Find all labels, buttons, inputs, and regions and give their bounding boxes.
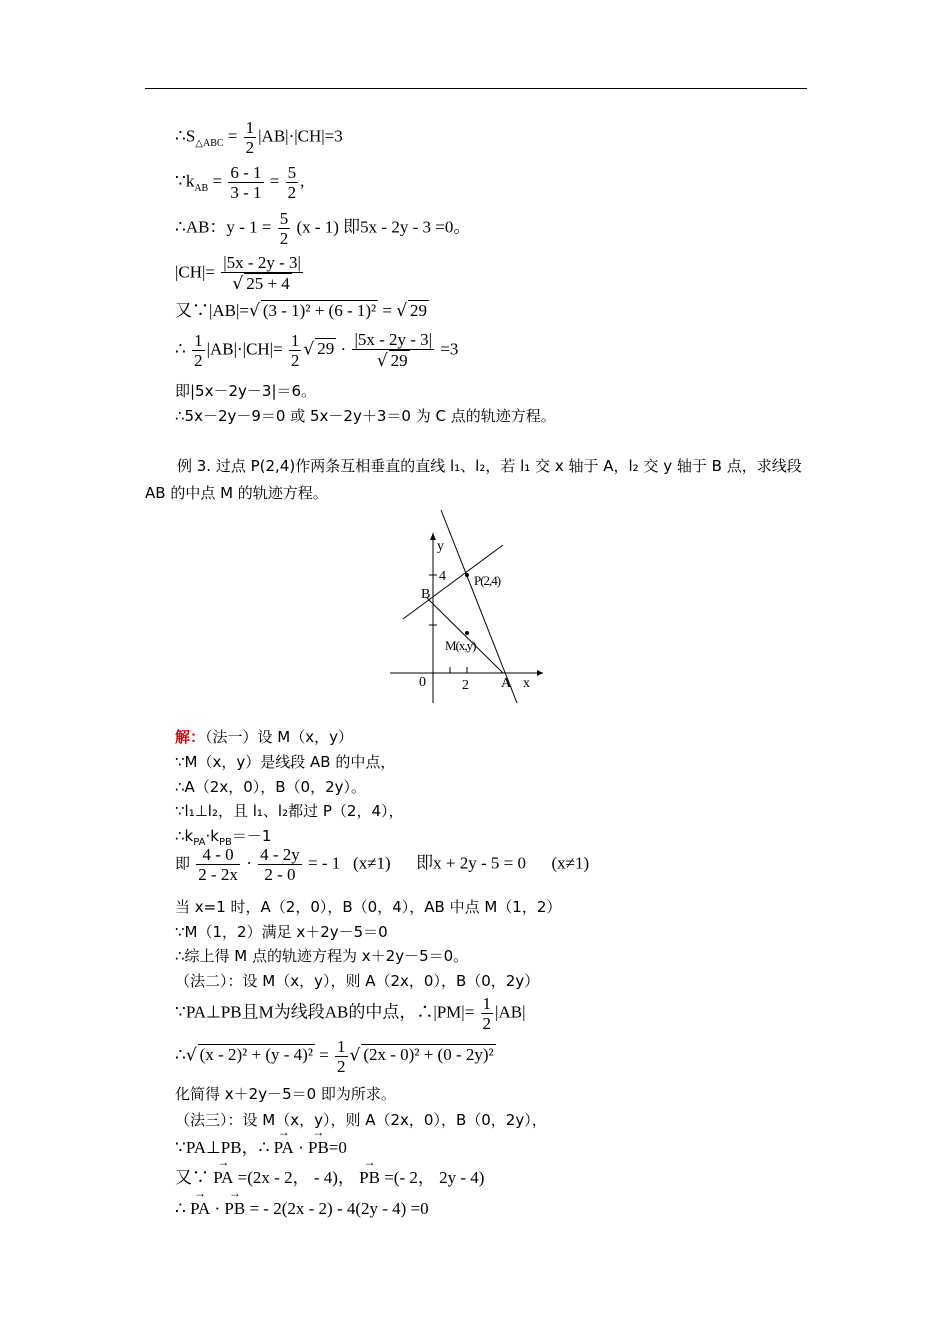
eq-ab-length: 又∵|AB|=√ (3 - 1)² + (6 - 1)² = √ 29 — [175, 301, 428, 321]
y-axis-label: y — [437, 539, 444, 554]
abs-equation: 即|5x－2y－3|＝6。 — [175, 382, 317, 400]
fraction-half: $\frac{1}{2}$ — [337, 1037, 346, 1076]
fraction-five-halves: $\frac{5}{2}$ — [279, 209, 289, 248]
perp-statement: ∵PA⊥PB，∴ — [175, 1138, 270, 1157]
area-rest: |AB|·|CH|=3 — [258, 126, 343, 146]
slope-equation — [175, 845, 589, 884]
fraction-slope: $\frac{6 - 1}{3 - 1}$ — [230, 163, 262, 202]
point-a-label: A — [501, 676, 512, 691]
fraction-pa: $\frac{4 - 0}{2 - 2x}$ — [198, 845, 238, 884]
ch-label: |CH|= — [175, 262, 216, 282]
also-because: 又∵ — [175, 1168, 209, 1187]
method-1-conclusion: ∴综上得 M 点的轨迹方程为 x＋2y－5＝0。 — [175, 947, 469, 965]
dot: · — [298, 1138, 304, 1157]
pa-components: =(2x - 2， - 4)， — [237, 1168, 355, 1187]
vector-pb: → PB — [224, 1199, 245, 1219]
pm-statement: ∵PA⊥PB且M为线段AB的中点，∴|PM|= — [175, 1002, 475, 1022]
line-ab-start: ∴AB：y - 1 = — [175, 217, 272, 237]
equals-zero: =0 — [328, 1138, 347, 1157]
conclusion-c-locus: ∴5x－2y－9＝0 或 5x－2y＋3＝0 为 C 点的轨迹方程。 — [175, 407, 556, 425]
ab-ch-product: |AB|·|CH|= — [206, 339, 283, 359]
segment-ab — [427, 598, 503, 673]
therefore: ∴ — [175, 1045, 186, 1065]
fraction-distance: $\frac{|5x - 2y - 3|}{√ 25 + 4}$ — [223, 253, 301, 294]
line-l1 — [441, 510, 517, 703]
y-axis-arrow — [430, 533, 436, 540]
check-m: ∵M（1，2）满足 x＋2y－5＝0 — [175, 923, 388, 941]
area-subscript: △ABC — [195, 137, 224, 149]
comma: , — [300, 171, 305, 191]
point-m-dot — [465, 631, 469, 635]
slope-product: $\therefore k_{PA}\cdot k_{PB}=-1$ — [175, 827, 272, 848]
method-2-conclusion: 化简得 x＋2y－5＝0 即为所求。 — [175, 1085, 396, 1103]
namely: 即 — [175, 854, 191, 873]
vector-pb: → PB — [359, 1168, 380, 1188]
fraction-half: $\frac{1}{2}$ — [482, 994, 492, 1033]
therefore-area: ∴S — [175, 126, 196, 146]
dot: · — [214, 1199, 221, 1218]
point-b-label: B — [421, 587, 431, 602]
sqrt-pm: (x - 2)² + (y - 4)² — [199, 1045, 313, 1065]
origin-label: 0 — [419, 675, 426, 690]
vector-components — [175, 1168, 484, 1188]
equals: = — [227, 126, 238, 146]
line-ab-end: (x - 1) 即5x - 2y - 3 =0。 — [296, 217, 471, 237]
method-1-setup: （法一）设 M（x，y） — [205, 728, 353, 746]
fraction-five-halves: $\frac{5}{2}$ — [287, 163, 297, 202]
dot: · — [246, 853, 252, 873]
equals: = — [319, 1045, 329, 1065]
eq-line-ab — [175, 209, 470, 248]
dot-expansion: = - 2(2x - 2) - 4(2y - 4) =0 — [249, 1199, 429, 1218]
eq-slope-line — [175, 163, 304, 202]
vector-dot-expansion — [175, 1199, 429, 1219]
vector-pa: → PA — [190, 1199, 210, 1219]
method-2-pm-ab — [175, 994, 525, 1033]
point-p-dot — [465, 573, 469, 577]
perpendicular-statement: ∵l₁⊥l₂，且 l₁、l₂都过 P（2，4）， — [175, 802, 404, 820]
equals: = — [382, 301, 392, 320]
equals: = — [212, 171, 223, 191]
fraction-half: $\frac{1}{2}$ — [245, 118, 255, 157]
dot: · — [340, 339, 347, 359]
fraction-pb: $\frac{4 - 2y}{2 - 0}$ — [260, 845, 300, 884]
eq-area-product: ∴ $\frac{1}{2}$ |AB|·|CH|= $\frac{1}{2}$ √ 29 · $\frac{|5x - 2y - 3|}{√ 29}$ =3 — [175, 330, 459, 371]
point-m-label: M(x,y) — [445, 638, 476, 653]
slope-subscript: AB — [194, 182, 209, 194]
example-3-problem: 例 3. 过点 P(2,4)作两条互相垂直的直线 l₁、l₂，若 l₁ 交 x 轴于 A，l₂ 交 y 轴于 B 点，求线段 AB 的中点 M 的轨迹方程。 — [145, 457, 802, 502]
slope-result: = - 1 (x≠1) 即x + 2y - 5 = 0 (x≠1) — [308, 853, 590, 873]
pb-components: =(- 2， 2y - 4) — [384, 1168, 485, 1187]
vector-pb: → PB — [308, 1138, 329, 1158]
because-k: ∵k — [175, 171, 195, 191]
sqrt-ab: (2x - 0)² + (0 - 2y)² — [363, 1045, 494, 1065]
fraction-half: $\frac{1}{2}$ — [290, 331, 300, 370]
method-2-header: （法二）：设 M（x，y），则 A（2x，0），B（0，2y） — [175, 972, 540, 990]
points-a-b: ∴A（2x，0），B（0，2y）。 — [175, 778, 367, 796]
midpoint-statement: ∵M（x，y）是线段 AB 的中点， — [175, 753, 396, 771]
therefore: ∴ — [175, 1199, 186, 1218]
solution-method-1-header — [175, 727, 353, 747]
case-x-equals-1: 当 x=1 时，A（2，0），B（0，4），AB 中点 M（1，2） — [175, 898, 562, 916]
equals: = — [269, 171, 280, 191]
method-3-header: （法三）：设 M（x，y），则 A（2x，0），B（0，2y）， — [175, 1111, 547, 1129]
sqrt-ab: (3 - 1)² + (6 - 1)² — [262, 301, 377, 320]
eq-area-line — [175, 118, 343, 157]
sqrt-29: 29 — [410, 301, 428, 320]
tick-4-label: 4 — [439, 569, 446, 584]
eq-ch-distance — [175, 253, 305, 294]
fraction-half: $\frac{1}{2}$ — [194, 331, 203, 370]
point-p-label: P(2,4) — [474, 573, 501, 588]
vector-pa: → PA — [274, 1138, 294, 1158]
ab-abs: |AB| — [495, 1002, 526, 1022]
equals-three: =3 — [440, 339, 459, 359]
vector-pa: → PA — [213, 1168, 233, 1188]
fraction-distance: $\frac{|5x - 2y - 3|}{√ 29}$ — [354, 330, 433, 371]
x-axis-label: x — [523, 676, 530, 691]
header-rule — [145, 88, 807, 89]
tick-2-label: 2 — [462, 678, 469, 693]
ab-length-label: 又∵|AB|= — [175, 301, 250, 320]
solution-label: 解： — [175, 728, 206, 746]
sqrt-29: 29 — [317, 339, 335, 359]
coordinate-figure — [385, 508, 545, 708]
x-axis-arrow — [537, 670, 543, 676]
therefore: ∴ — [175, 339, 186, 359]
vector-dot-zero — [175, 1138, 347, 1158]
method-2-distance-eq: ∴√ (x - 2)² + (y - 4)² = $\frac{1}{2}$ √ (2x - 0)² + (0 - 2y)² — [175, 1037, 494, 1076]
